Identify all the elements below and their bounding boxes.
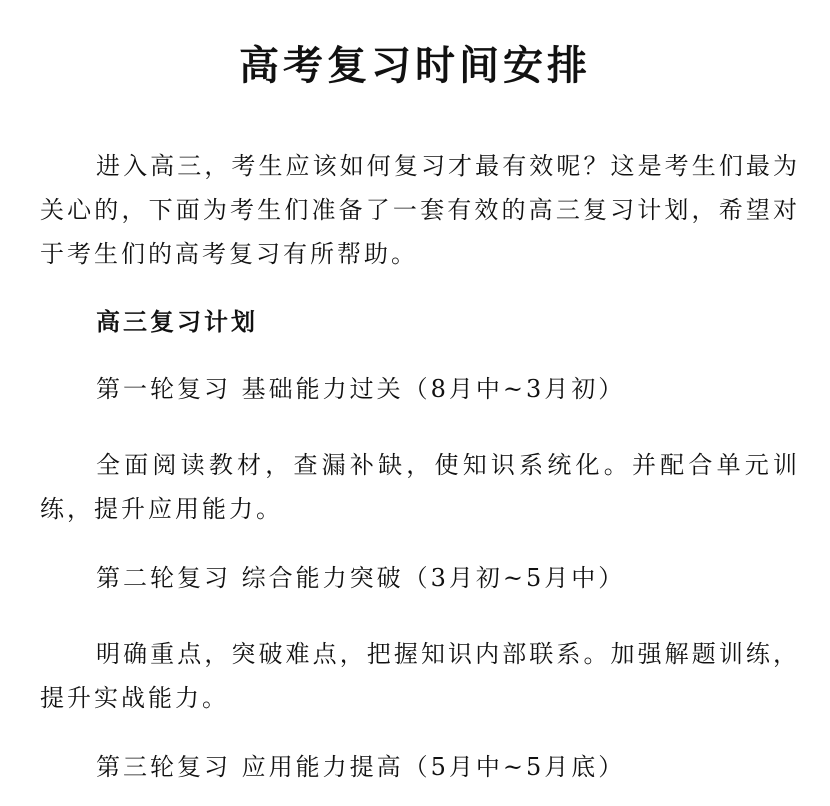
round-2-body: 明确重点，突破难点，把握知识内部联系。加强解题训练，提升实战能力。: [40, 640, 800, 712]
round-3-heading: 第三轮复习 应用能力提高（5月中~5月底）: [96, 753, 626, 781]
round-1-body: 全面阅读教材，查漏补缺，使知识系统化。并配合单元训练，提升应用能力。: [40, 451, 800, 523]
round-2-heading: 第二轮复习 综合能力突破（3月初~5月中）: [96, 564, 626, 592]
round-1-heading: 第一轮复习 基础能力过关（8月中~3月初）: [96, 375, 626, 403]
document-title: 高考复习时间安排: [239, 43, 591, 89]
plan-heading: 高三复习计划: [96, 307, 258, 336]
intro-paragraph: 进入高三，考生应该如何复习才最有效呢？这是考生们最为关心的，下面为考生们准备了一套有效的高三复习计划，希望对于考生们的高考复习有所帮助。: [40, 152, 800, 268]
